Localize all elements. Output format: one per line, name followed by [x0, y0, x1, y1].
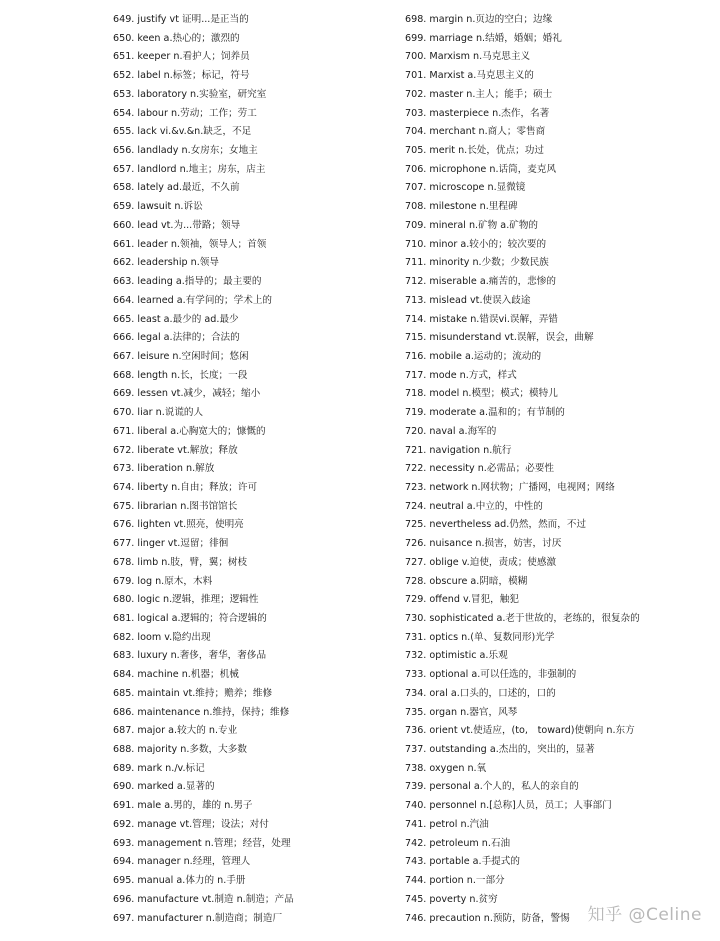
vocab-entry: 689. mark n./v.标记 — [113, 762, 205, 774]
vocab-entry: 746. precaution n.预防，防备，警惕 — [405, 912, 570, 924]
vocab-entry: 743. portable a.手提式的 — [405, 856, 520, 868]
vocab-entry: 663. leading a.指导的；最主要的 — [113, 276, 262, 288]
vocab-entry: 718. model n.模型；模式；模特儿 — [405, 388, 558, 400]
vocab-entry: 677. linger vt.逗留；徘徊 — [113, 538, 229, 550]
vocab-entry: 685. maintain vt.维持；赡养；维修 — [113, 687, 273, 699]
vocab-entry: 686. maintenance n.维持，保持；维修 — [113, 706, 290, 718]
vocab-entry: 740. personnel n.[总称]人员，员工；人事部门 — [405, 800, 612, 812]
vocab-entry: 687. major a.较大的 n.专业 — [113, 725, 238, 737]
vocab-entry: 653. laboratory n.实验室，研究室 — [113, 88, 267, 100]
vocab-entry: 710. minor a.较小的；较次要的 — [405, 238, 547, 250]
vocab-entry: 738. oxygen n.氧 — [405, 762, 487, 774]
vocabulary-list-left — [113, 11, 403, 928]
vocab-entry: 721. navigation n.航行 — [405, 444, 512, 456]
vocab-entry: 673. liberation n.解放 — [113, 463, 215, 475]
vocab-entry: 715. misunderstand vt.误解，误会，曲解 — [405, 332, 594, 344]
vocab-entry: 717. mode n.方式，样式 — [405, 369, 517, 381]
vocab-entry: 709. mineral n.矿物 a.矿物的 — [405, 219, 539, 231]
vocab-entry: 656. landlady n.女房东；女地主 — [113, 145, 258, 157]
vocab-entry: 669. lessen vt.减少，减轻；缩小 — [113, 388, 261, 400]
vocab-entry: 661. leader n.领袖，领导人；首领 — [113, 238, 267, 250]
vocab-entry: 716. mobile a.运动的；流动的 — [405, 350, 542, 362]
vocab-entry: 666. legal a.法律的；合法的 — [113, 332, 240, 344]
vocab-entry: 684. machine n.机器；机械 — [113, 669, 239, 681]
vocab-entry: 650. keen a.热心的；激烈的 — [113, 32, 240, 44]
vocab-entry: 742. petroleum n.石油 — [405, 837, 511, 849]
vocab-entry: 659. lawsuit n.诉讼 — [113, 201, 203, 213]
vocab-entry: 702. master n.主人；能手；硕士 — [405, 88, 553, 100]
vocabulary-list-right — [405, 11, 715, 928]
vocab-entry: 695. manual a.体力的 n.手册 — [113, 875, 246, 887]
vocab-entry: 696. manufacture vt.制造 n.制造；产品 — [113, 893, 294, 905]
vocab-entry: 734. oral a.口头的，口述的，口的 — [405, 687, 556, 699]
vocab-entry: 649. justify vt 证明...是正当的 — [113, 14, 249, 25]
vocab-entry: 714. mistake n.错误vi.误解，弄错 — [405, 313, 558, 325]
vocab-entry: 697. manufacturer n.制造商；制造厂 — [113, 912, 283, 924]
vocab-entry: 681. logical a.逻辑的；符合逻辑的 — [113, 613, 267, 624]
vocab-entry: 713. mislead vt.使误入歧途 — [405, 294, 531, 306]
vocab-entry: 664. learned a.有学问的；学术上的 — [113, 294, 273, 306]
vocab-entry: 739. personal a.个人的，私人的亲自的 — [405, 781, 579, 793]
watermark: 知乎 @Celine — [587, 905, 702, 925]
vocab-entry: 711. minority n.少数；少数民族 — [405, 257, 549, 269]
vocab-entry: 693. management n.管理；经营，处理 — [113, 837, 291, 849]
vocab-entry: 728. obscure a.阴暗，模糊 — [405, 575, 528, 587]
vocab-entry: 719. moderate a.温和的；有节制的 — [405, 407, 565, 419]
vocab-entry: 708. milestone n.里程碑 — [405, 201, 518, 213]
vocab-entry: 694. manager n.经理，管理人 — [113, 856, 251, 868]
vocab-entry: 705. merit n.长处，优点；功过 — [405, 145, 544, 157]
vocab-entry: 745. poverty n.贫穷 — [405, 893, 498, 905]
vocab-entry: 731. optics n.(单、复数同形)光学 — [405, 631, 555, 643]
vocab-entry: 675. librarian n.图书馆馆长 — [113, 500, 238, 512]
vocab-entry: 692. manage vt.管理；设法；对付 — [113, 818, 269, 830]
vocab-entry: 674. liberty n.自由；释放；许可 — [113, 481, 258, 493]
vocab-entry: 690. marked a.显著的 — [113, 781, 215, 793]
vocab-entry: 744. portion n.一部分 — [405, 875, 505, 887]
vocab-entry: 733. optional a.可以任选的，非强制的 — [405, 669, 577, 681]
vocab-entry: 691. male a.男的，雄的 n.男子 — [113, 800, 253, 812]
vocab-entry: 712. miserable a.痛苦的，悲惨的 — [405, 276, 556, 288]
vocab-entry: 683. luxury n.奢侈，奢华，奢侈品 — [113, 650, 267, 662]
vocab-entry: 680. logic n.逻辑，推理；逻辑性 — [113, 594, 259, 606]
vocab-entry: 672. liberate vt.解放；释放 — [113, 444, 238, 456]
vocab-entry: 700. Marxism n.马克思主义 — [405, 51, 531, 63]
vocab-entry: 726. nuisance n.损害，妨害，讨厌 — [405, 538, 562, 550]
vocab-entry: 724. neutral a.中立的，中性的 — [405, 500, 543, 512]
vocab-entry: 651. keeper n.看护人；饲养员 — [113, 51, 250, 63]
vocab-entry: 665. least a.最少的 ad.最少 — [113, 313, 239, 325]
vocab-entry: 698. margin n.页边的空白；边缘 — [405, 14, 553, 25]
vocab-entry: 729. offend v.冒犯，触犯 — [405, 594, 519, 606]
vocab-entry: 736. orient vt.使适应，(to, toward)使朝向 n.东方 — [405, 725, 635, 737]
vocab-entry: 735. organ n.器官，风琴 — [405, 706, 518, 718]
vocab-entry: 657. landlord n.地主；房东，店主 — [113, 163, 266, 175]
vocab-entry: 699. marriage n.结婚，婚姻；婚礼 — [405, 32, 562, 44]
vocab-entry: 678. limb n.肢，臂，翼；树枝 — [113, 556, 248, 568]
vocab-entry: 741. petrol n.汽油 — [405, 818, 489, 830]
vocab-entry: 662. leadership n.领导 — [113, 257, 219, 269]
vocab-entry: 655. lack vi.&v.&n.缺乏，不足 — [113, 126, 252, 138]
vocab-entry: 725. nevertheless ad.仍然，然而，不过 — [405, 519, 587, 531]
vocab-entry: 679. log n.原木，木料 — [113, 575, 213, 587]
vocab-entry: 707. microscope n.显微镜 — [405, 182, 526, 194]
vocab-entry: 730. sophisticated a.老于世故的，老练的，很复杂的 — [405, 613, 640, 624]
vocab-entry: 668. length n.长，长度；一段 — [113, 369, 248, 381]
vocab-entry: 660. lead vt.为...带路；领导 — [113, 219, 241, 231]
vocab-entry: 671. liberal a.心胸宽大的；慷慨的 — [113, 425, 266, 437]
vocab-entry: 658. lately ad.最近，不久前 — [113, 182, 240, 194]
vocab-entry: 706. microphone n.话筒，麦克风 — [405, 163, 557, 175]
vocab-entry: 688. majority n.多数，大多数 — [113, 744, 247, 756]
vocab-entry: 676. lighten vt.照亮，使明亮 — [113, 519, 244, 531]
vocab-entry: 704. merchant n.商人；零售商 — [405, 126, 546, 138]
vocab-entry: 722. necessity n.必需品；必要性 — [405, 463, 555, 475]
vocab-entry: 732. optimistic a.乐观 — [405, 650, 508, 662]
vocab-entry: 727. oblige v.迫使，责成；使感激 — [405, 556, 557, 568]
vocab-entry: 652. label n.标签；标记，符号 — [113, 70, 250, 82]
vocab-entry: 654. labour n.劳动；工作；劳工 — [113, 107, 257, 119]
vocab-entry: 670. liar n.说谎的人 — [113, 407, 204, 419]
vocab-entry: 720. naval a.海军的 — [405, 425, 497, 437]
vocab-entry: 701. Marxist a.马克思主义的 — [405, 70, 534, 82]
vocab-entry: 667. leisure n.空闲时间；悠闲 — [113, 350, 249, 362]
vocab-entry: 737. outstanding a.杰出的，突出的，显著 — [405, 744, 595, 756]
vocab-entry: 723. network n.网状物；广播网，电视网；网络 — [405, 481, 615, 493]
vocab-entry: 682. loom v.隐约出现 — [113, 631, 211, 643]
vocab-entry: 703. masterpiece n.杰作，名著 — [405, 107, 550, 119]
